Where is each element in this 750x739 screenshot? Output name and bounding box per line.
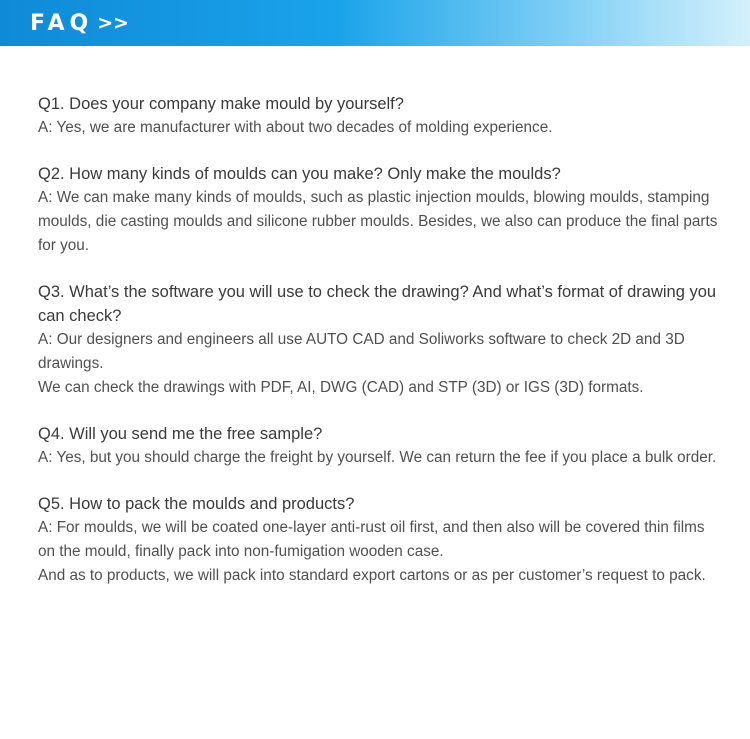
- faq-item-2: [38, 162, 718, 258]
- faq-answer-5-part-2: And as to products, we will pack into standard export cartons or as per customer’s request to pack.: [38, 567, 706, 584]
- faq-item-5: [38, 492, 718, 588]
- faq-answer-3-part-2: We can check the drawings with PDF, AI, DWG (CAD) and STP (3D) or IGS (3D) formats.: [38, 379, 644, 396]
- faq-title: [30, 9, 129, 38]
- faq-answer-5-part-1: A: For moulds, we will be coated one-layer anti-rust oil first, and then also will be covered thin films on the mould, finally pack into non-fumigation wooden case.: [38, 519, 705, 560]
- faq-item-4: [38, 422, 718, 470]
- faq-header-banner: [0, 0, 750, 46]
- faq-answer-3-part-1: A: Our designers and engineers all use AUTO CAD and Soliworks software to check 2D and 3D drawings.: [38, 331, 685, 372]
- faq-question-1: Q1. Does your company make mould by yourself?: [38, 95, 404, 113]
- faq-answer-4: A: Yes, but you should charge the freight by yourself. We can return the fee if you place a bulk order.: [38, 449, 717, 466]
- faq-answer-2: A: We can make many kinds of moulds, such as plastic injection moulds, blowing moulds, stamping moulds, die casting moulds and silicone rubber moulds. Besides, we also can produce the final parts for you.: [38, 189, 718, 254]
- double-chevron-right-icon: >>: [97, 12, 130, 34]
- faq-question-5: Q5. How to pack the moulds and products?: [38, 495, 355, 513]
- faq-answer-1: A: Yes, we are manufacturer with about two decades of molding experience.: [38, 119, 553, 136]
- faq-question-3: Q3. What’s the software you will use to check the drawing? And what’s format of drawing you can check?: [38, 283, 717, 325]
- faq-item-3: [38, 280, 718, 400]
- faq-question-2: Q2. How many kinds of moulds can you make? Only make the moulds?: [38, 165, 561, 183]
- faq-list: [38, 92, 718, 610]
- faq-item-1: [38, 92, 718, 140]
- faq-title-text: FAQ: [30, 11, 94, 36]
- faq-question-4: Q4. Will you send me the free sample?: [38, 425, 323, 443]
